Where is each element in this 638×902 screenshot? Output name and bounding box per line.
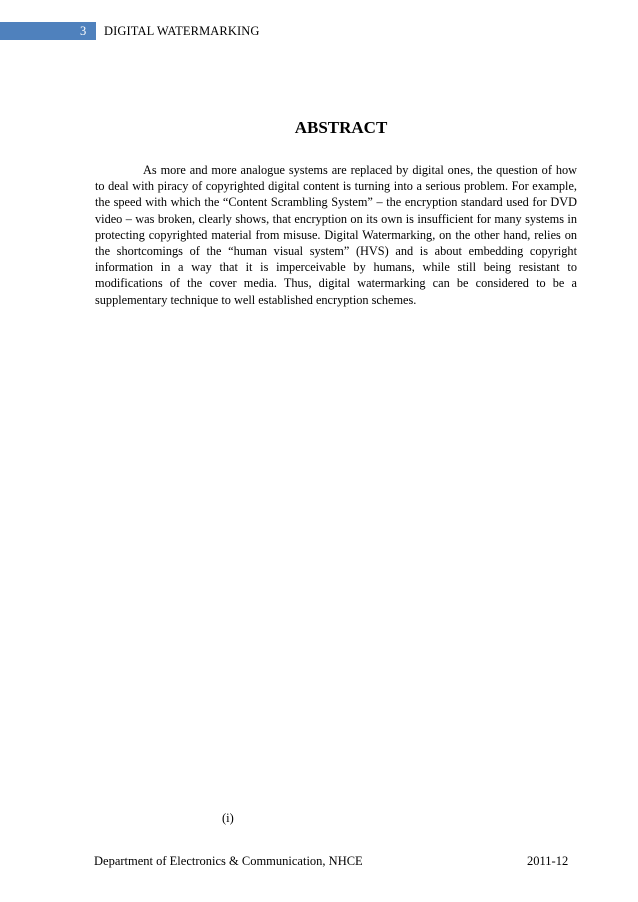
abstract-paragraph: As more and more analogue systems are replaced by digital ones, the question of how to deal with piracy of copyrighted digital content is turning into a serious problem. For example, the speed with which the “Content Scrambling System” – the encryption standard used for DVD video – was broken, clearly shows, that encryption on its own is insufficient for many systems in protecting copyrighted material from misuse. Digital Watermarking, on the other hand, relies on the shortcomings of the “human visual system” (HVS) and is about embedding copyright information in a way that it is imperceivable by humans, while still being resistant to modifications of the cover media. Thus, digital watermarking can be considered to be a supplementary technique to well established encryption schemes. [95, 163, 577, 307]
footer-department: Department of Electronics & Communication, NHCE [94, 854, 363, 868]
section-title: ABSTRACT [294, 118, 388, 137]
page-header [0, 22, 638, 40]
page-number-tab [0, 22, 96, 40]
section-title-container [0, 118, 638, 138]
page-number: 3 [80, 24, 87, 38]
roman-page-number: (i) [222, 811, 234, 825]
footer-year: 2011-12 [527, 854, 569, 868]
header-title: DIGITAL WATERMARKING [104, 24, 260, 38]
